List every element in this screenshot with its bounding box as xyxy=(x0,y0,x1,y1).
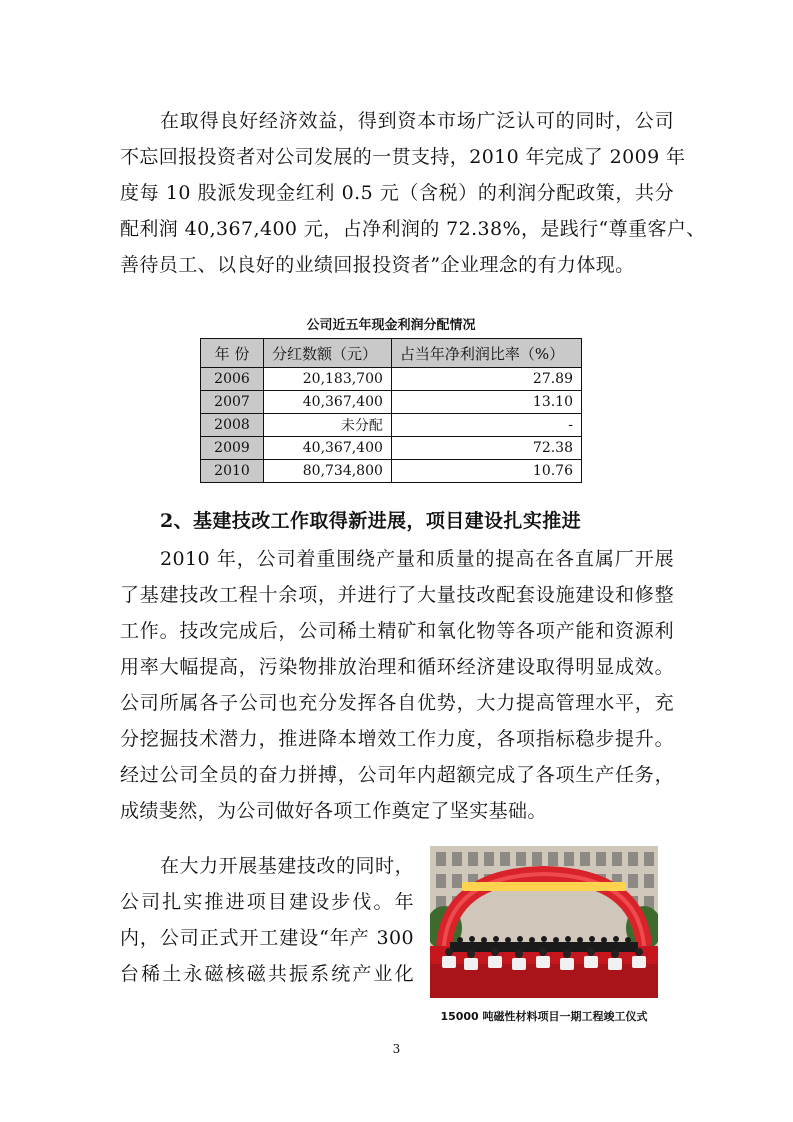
table-row xyxy=(201,414,582,437)
amount-cell: 40,367,400 xyxy=(264,437,392,460)
dividend-table xyxy=(200,338,582,483)
text-line: 配利润 40,367,400 元，占净利润的 72.38%，是践行“尊重客户、 xyxy=(120,218,706,240)
column-header-ratio: 占当年净利润比率（%） xyxy=(391,339,581,368)
text-line: 用率大幅提高，污染物排放治理和循环经济建设取得明显成效。 xyxy=(120,656,674,678)
text-line: 分挖掘技术潜力，推进降本增效工作力度，各项指标稳步提升。 xyxy=(120,728,674,750)
amount-cell: 40,367,400 xyxy=(264,391,392,414)
project-paragraph xyxy=(120,848,414,992)
text-line: 内，公司正式开工建设“年产 300 xyxy=(120,927,414,949)
text-line: 在取得良好经济效益，得到资本市场广泛认可的同时，公司 xyxy=(160,110,674,132)
amount-cell: 20,183,700 xyxy=(264,368,392,391)
text-line: 经过公司全员的奋力拼搏，公司年内超额完成了各项生产任务， xyxy=(120,764,674,786)
infrastructure-paragraph xyxy=(120,541,674,829)
ceremony-photo xyxy=(430,846,658,998)
table-caption: 公司近五年现金利润分配情况 xyxy=(306,318,476,333)
ratio-cell: 72.38 xyxy=(391,437,581,460)
text-line: 度每 10 股派发现金红利 0.5 元（含税）的利润分配政策，共分 xyxy=(120,182,674,204)
table-row xyxy=(201,368,582,391)
year-cell: 2006 xyxy=(201,368,264,391)
section-heading: 2、基建技改工作取得新进展，项目建设扎实推进 xyxy=(160,510,582,532)
table-row xyxy=(201,391,582,414)
text-line: 了基建技改工程十余项，并进行了大量技改配套设施建设和修整 xyxy=(120,584,674,606)
amount-cell: 80,734,800 xyxy=(264,460,392,483)
amount-cell: 未分配 xyxy=(264,414,392,437)
year-cell: 2008 xyxy=(201,414,264,437)
year-cell: 2009 xyxy=(201,437,264,460)
text-line: 善待员工、以良好的业绩回报投资者”企业理念的有力体现。 xyxy=(120,254,635,276)
year-cell: 2010 xyxy=(201,460,264,483)
year-cell: 2007 xyxy=(201,391,264,414)
table-header-row xyxy=(201,339,582,368)
text-line: 公司所属各子公司也充分发挥各自优势，大力提高管理水平，充 xyxy=(120,692,674,714)
text-line: 工作。技改完成后，公司稀土精矿和氧化物等各项产能和资源利 xyxy=(120,620,674,642)
intro-paragraph xyxy=(120,103,706,283)
column-header-year: 年 份 xyxy=(201,339,264,368)
ratio-cell: 27.89 xyxy=(391,368,581,391)
ratio-cell: 10.76 xyxy=(391,460,581,483)
text-line: 成绩斐然，为公司做好各项工作奠定了坚实基础。 xyxy=(120,800,547,822)
page-number: 3 xyxy=(392,1042,401,1056)
ratio-cell: - xyxy=(391,414,581,437)
text-line: 不忘回报投资者对公司发展的一贯支持，2010 年完成了 2009 年 xyxy=(120,146,686,168)
table-row xyxy=(201,437,582,460)
table-row xyxy=(201,460,582,483)
ratio-cell: 13.10 xyxy=(391,391,581,414)
column-header-amount: 分红数额（元） xyxy=(264,339,392,368)
photo-caption: 15000 吨磁性材料项目一期工程竣工仪式 xyxy=(440,1010,648,1023)
text-line: 公司扎实推进项目建设步伐。年 xyxy=(120,891,414,913)
text-line: 台稀土永磁核磁共振系统产业化 xyxy=(120,963,414,985)
text-line: 2010 年，公司着重围绕产量和质量的提高在各直属厂开展 xyxy=(160,548,674,570)
text-line: 在大力开展基建技改的同时， xyxy=(160,855,414,877)
